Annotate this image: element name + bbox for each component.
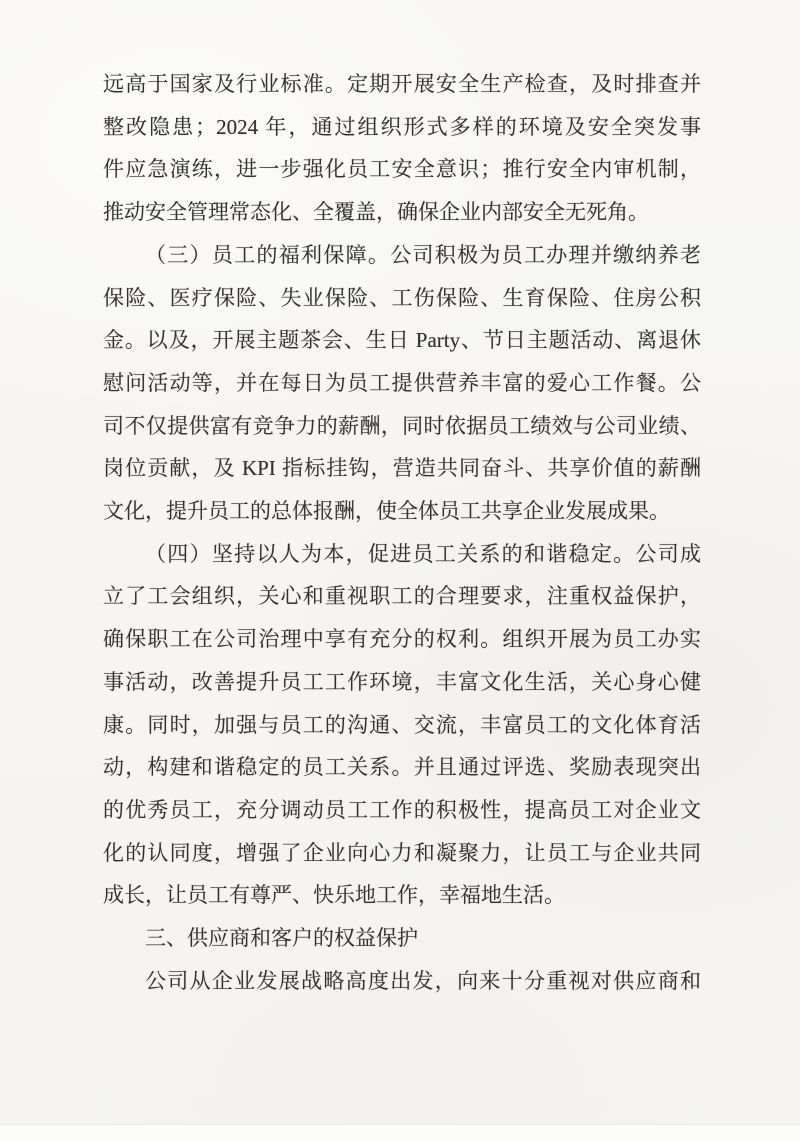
text-line: （三）员工的福利保障。公司积极为员工办理并缴纳养老 [145,242,701,267]
text-line: 推动安全管理常态化、全覆盖，确保企业内部安全无死角。 [103,200,649,225]
text-line: 的优秀员工，充分调动员工工作的积极性，提高员工对企业文 [103,797,701,822]
text-line: 立了工会组织，关心和重视职工的合理要求，注重权益保护， [103,584,701,609]
text-line: 康。同时，加强与员工的沟通、交流，丰富员工的文化体育活 [103,712,701,737]
text-line: （四）坚持以人为本，促进员工关系的和谐稳定。公司成 [145,541,701,566]
text-line: 事活动，改善提升员工工作环境，丰富文化生活，关心身心健 [103,669,701,694]
text-line: 慰问活动等，并在每日为员工提供营养丰富的爱心工作餐。公 [103,370,701,395]
text-line: 件应急演练，进一步强化员工安全意识；推行安全内审机制， [103,157,701,182]
text-line: 公司从企业发展战略高度出发，向来十分重视对供应商和 [145,968,701,993]
text-line: 司不仅提供富有竞争力的薪酬，同时依据员工绩效与公司业绩、 [103,413,701,438]
text-line: 成长，让员工有尊严、快乐地工作，幸福地生活。 [103,883,565,908]
text-line: 岗位贡献，及 KPI 指标挂钩，营造共同奋斗、共享价值的薪酬 [103,456,701,481]
text-line: 整改隐患；2024 年，通过组织形式多样的环境及安全突发事 [103,114,701,139]
text-line: 化的认同度，增强了企业向心力和凝聚力，让员工与企业共同 [103,840,701,865]
text-line: 远高于国家及行业标准。定期开展安全生产检查，及时排查并 [103,72,701,96]
text-line: 保险、医疗保险、失业保险、工伤保险、生育保险、住房公积 [103,285,701,310]
text-line: 确保职工在公司治理中享有充分的权利。组织开展为员工办实 [103,627,701,652]
text-line: 动，构建和谐稳定的员工关系。并且通过评选、奖励表现突出 [103,755,701,780]
text-line: 文化，提升员工的总体报酬，使全体员工共享企业发展成果。 [103,499,670,524]
text-block [103,63,701,1002]
text-line: 金。以及，开展主题茶会、生日 Party、节日主题活动、离退休 [103,328,701,353]
section-heading: 三、供应商和客户的权益保护 [145,926,418,951]
page-bottom-edge [0,1124,800,1141]
